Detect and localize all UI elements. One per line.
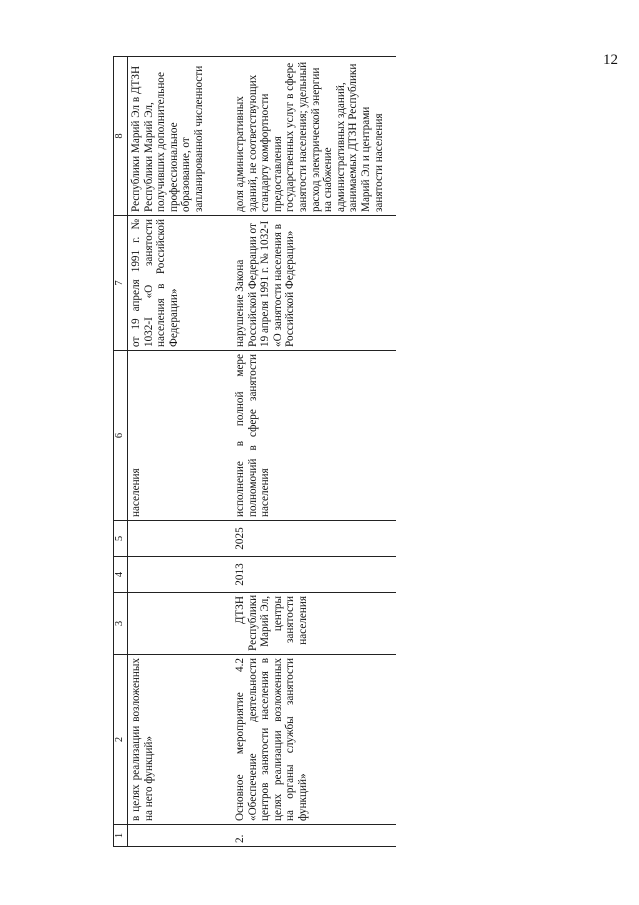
row1-indicators: Республики Марий Эл в ДТЗН Республики Марий Эл, получивших дополнительное профессиональное образование, от запланированной численности: [128, 57, 233, 216]
table-row: [128, 57, 233, 847]
row1-start-year: [128, 557, 233, 593]
header-col-1: 1: [114, 825, 128, 847]
row1-consequences: от 19 апреля 1991 г. № 1032-I «О занятости населения в Российской Федерации»: [128, 216, 233, 351]
row2-consequences: нарушение Закона Российской Федерации от 19 апреля 1991 г. № 1032-I «О занятости населения в Российской Федерации»: [232, 216, 396, 351]
row2-end-year: 2025: [232, 521, 396, 557]
row2-indicators: доля административных зданий, не соответствующих стандарту комфортности предоставления государственных услуг в сфере занятости населения; удельный расход электрической энергии на снабжение административных зданий, занимаемых ДТЗН Республики Марий Эл и центрами занятости населения: [232, 57, 396, 216]
row2-result: исполнение в полной мере полномочий в сфере занятости населения: [232, 351, 396, 521]
row1-result: населения: [128, 351, 233, 521]
row2-measure: Основное мероприятие 4.2 «Обеспечение деятельности центров занятости населения в целях реализации возложенных на органы службы занятости функций»: [232, 655, 396, 825]
header-col-7: 7: [114, 216, 128, 351]
row2-start-year: 2013: [232, 557, 396, 593]
header-col-4: 4: [114, 557, 128, 593]
row1-number: [128, 825, 233, 847]
measures-table: [113, 56, 396, 847]
header-col-5: 5: [114, 521, 128, 557]
row1-end-year: [128, 521, 233, 557]
header-col-2: 2: [114, 655, 128, 825]
row2-executor: ДТЗН Республики Марий Эл, центры занятости населения: [232, 593, 396, 655]
row1-executor: [128, 593, 233, 655]
header-col-6: 6: [114, 351, 128, 521]
page-number: 12: [603, 52, 618, 68]
row2-number: 2.: [232, 825, 396, 847]
header-col-3: 3: [114, 593, 128, 655]
header-col-8: 8: [114, 57, 128, 216]
table-row: [232, 57, 396, 847]
header-row: [114, 57, 128, 847]
row1-measure: в целях реализации возложенных на него функций»: [128, 655, 233, 825]
